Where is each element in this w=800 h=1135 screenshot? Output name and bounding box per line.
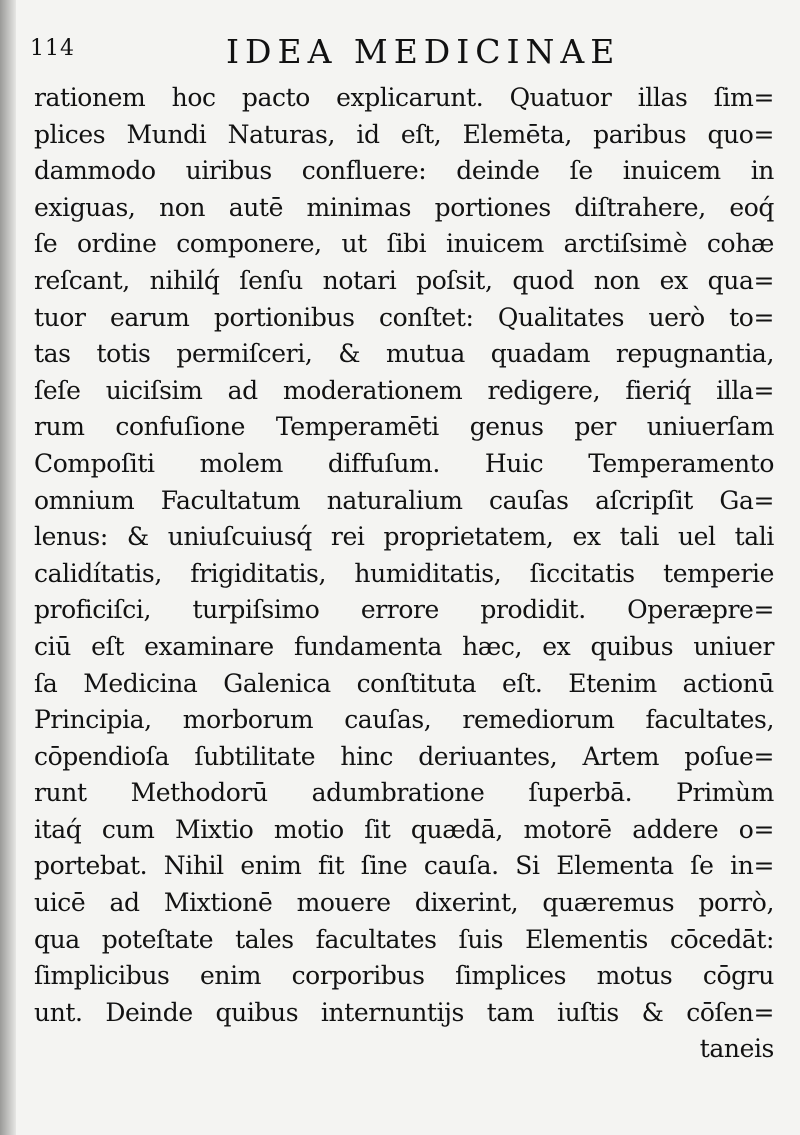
text-line: cōpendioſa ſubtilitate hinc deriuantes, Artem poſue= [34, 741, 774, 771]
text-line: ſe ordine componere, ut ſibi inuicem arctiſsimè cohæ [34, 229, 774, 259]
text-line: rationem hoc pacto explicarunt. Quatuor illas ſim= [34, 83, 774, 112]
text-line: itaq́ cum Mixtio motio ſit quædā, motorē addere o= [34, 814, 774, 844]
running-head-title: IDEA MEDICINAE [226, 32, 621, 71]
text-line: qua poteſtate tales facultates ſuis Elementis cōcedāt: [34, 924, 774, 954]
text-line: uicē ad Mixtionē mouere dixerint, quæremus porrò, [34, 888, 774, 918]
text-line: ſeſe uiciſsim ad moderationem redigere, fieriq́ illa= [34, 375, 774, 405]
text-line: proficiſci, turpiſsimo errore prodidit. Operæpre= [34, 595, 774, 625]
page-number: 114 [30, 36, 75, 61]
text-line: tas totis permiſceri, & mutua quadam repugnantia, [34, 339, 774, 369]
binding-gutter-shadow [0, 0, 16, 1135]
text-line: dammodo uiribus confluere: deinde ſe inuicem in [34, 156, 774, 186]
text-line: calidítatis, frigiditatis, humiditatis, ſiccitatis temperie [34, 558, 774, 588]
catchword: taneis [699, 1034, 774, 1064]
text-line: runt Methodorū adumbratione ſuperbā. Primùm [34, 778, 774, 808]
text-line: unt. Deinde quibus internuntijs tam iuſtis & cōſen= [34, 997, 774, 1027]
body-text [34, 80, 774, 1068]
text-line: lenus: & uniuſcuiusq́ rei proprietatem, ex tali uel tali [34, 522, 774, 552]
text-line: reſcant, nihilq́ ſenſu notari poſsit, quod non ex qua= [34, 265, 774, 295]
text-line: ſimplicibus enim corporibus ſimplices motus cōgru [34, 961, 774, 991]
text-line: tuor earum portionibus conſtet: Qualitates uerò to= [34, 302, 774, 332]
text-line: ciū eſt examinare fundamenta hæc, ex quibus uniuer [34, 631, 774, 661]
text-line: portebat. Nihil enim fit ſine cauſa. Si Elementa ſe in= [34, 851, 774, 881]
text-line: Principia, morborum cauſas, remediorum facultates, [34, 705, 774, 735]
text-line: Compoſiti molem diffuſum. Huic Temperamento [34, 448, 774, 478]
running-head [30, 26, 770, 76]
text-line: rum confuſione Temperamēti genus per uniuerſam [34, 412, 774, 442]
text-line: exiguas, non autē minimas portiones diſtrahere, eoq́ [34, 192, 774, 222]
text-line: omnium Facultatum naturalium cauſas aſcripſit Ga= [34, 485, 774, 515]
text-line: ſa Medicina Galenica conſtituta eſt. Etenim actionū [34, 668, 774, 698]
text-line: plices Mundi Naturas, id eſt, Elemēta, paribus quo= [34, 119, 774, 149]
